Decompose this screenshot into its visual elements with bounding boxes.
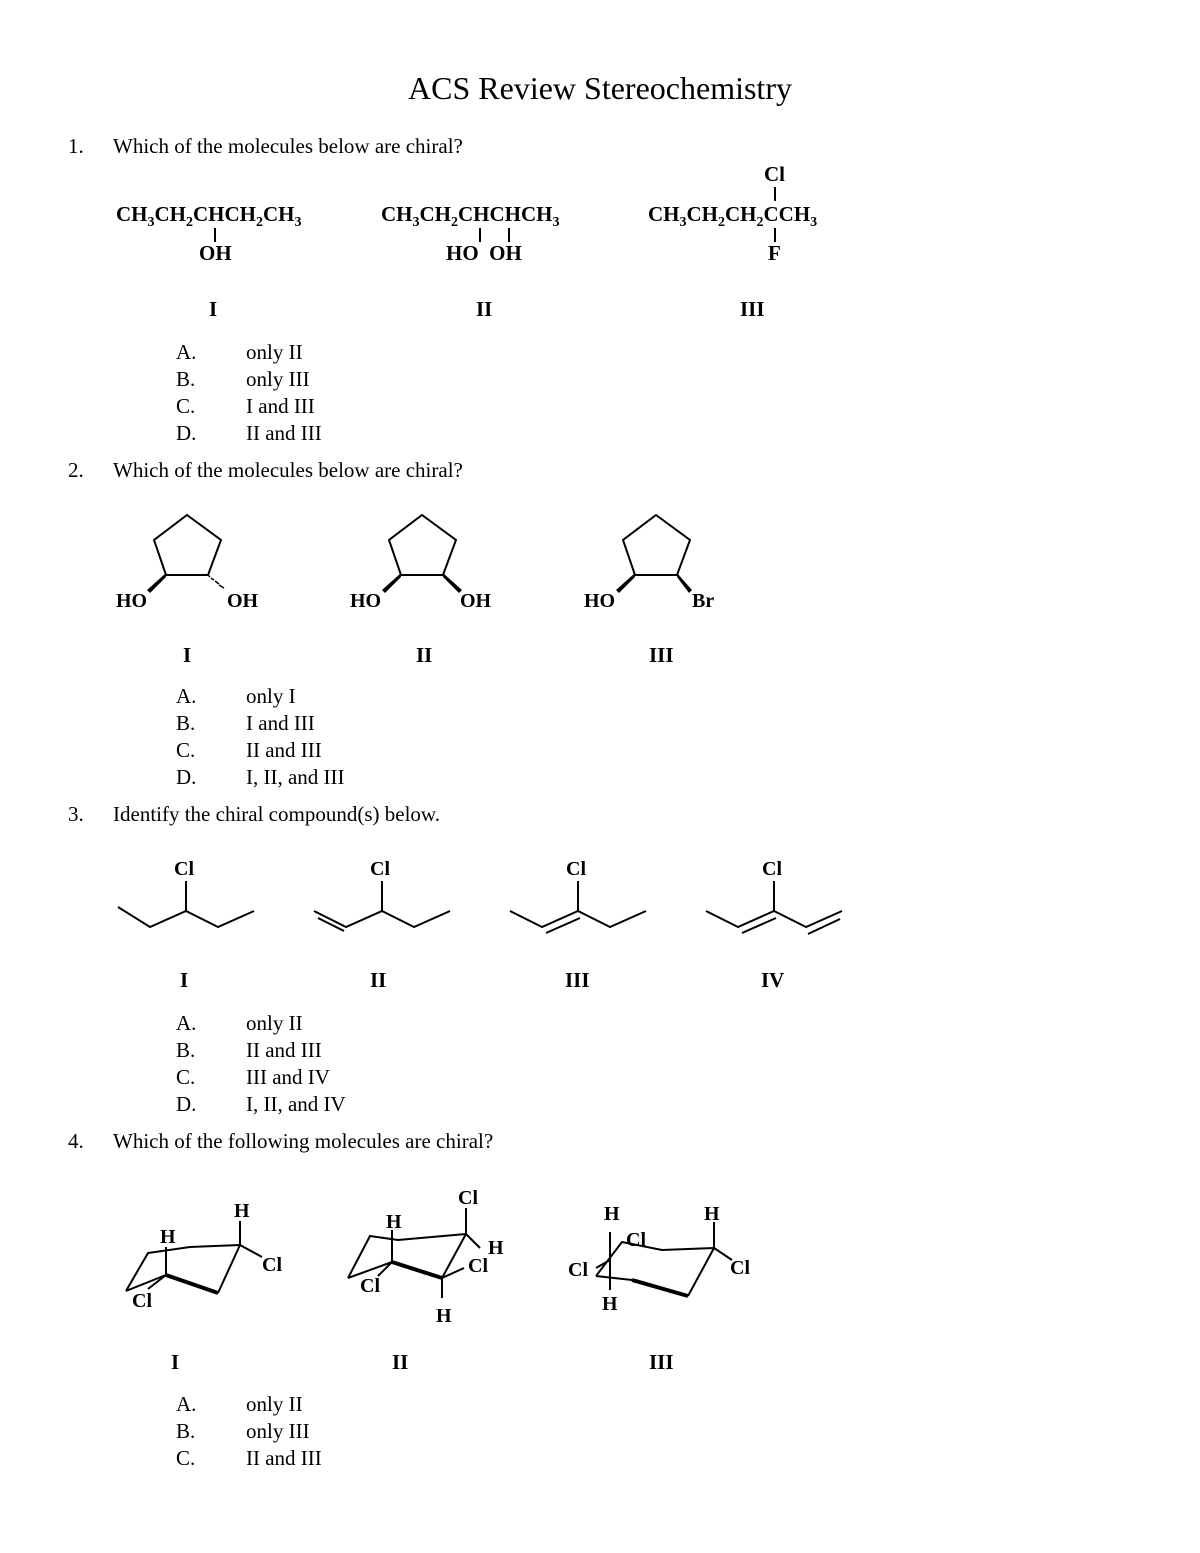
q1-structure-2-formula: $CH_3CH_2CHCHCH_3$ [381, 202, 560, 231]
q1-options [176, 339, 476, 449]
q2-structure-1-right-group: OH [227, 590, 259, 612]
q2-structure-3-left-group: HO [584, 590, 616, 612]
q2-structure-2-right-group: OH [460, 590, 492, 612]
q3-option-a[interactable]: A. only II [176, 1011, 303, 1035]
q4-structure-1-drawing [110, 1185, 310, 1315]
q4-structure-3-drawing [562, 1192, 782, 1322]
page-title: ACS Review Stereochemistry [408, 70, 792, 106]
q4-s2-cl-left: Cl [360, 1275, 380, 1297]
q4-structure-3-label: III [649, 1350, 674, 1374]
q4-s1-h1: H [160, 1226, 176, 1248]
q2-structure-1-label: I [183, 643, 192, 667]
q1-structure-3-bottom-substituent: F [768, 241, 781, 265]
q3-options [176, 1010, 476, 1120]
q1-option-b[interactable]: B. only III [176, 367, 310, 391]
q4-s2-h-right: H [488, 1237, 504, 1259]
q3-structure-4-drawing [698, 855, 858, 945]
q1-structure-3-formula: $CH_3CH_2CH_2CCH_3$ [648, 202, 818, 231]
q2-structure-2-label: II [416, 643, 433, 667]
q4-s3-h1: H [604, 1203, 620, 1225]
q4-option-c[interactable]: C. II and III [176, 1446, 322, 1470]
q2-structure-2-drawing [342, 505, 502, 615]
q4-structure-2-drawing [342, 1182, 542, 1332]
q2-option-d[interactable]: D. I, II, and III [176, 765, 345, 789]
q2-option-b[interactable]: B. I and III [176, 711, 315, 735]
q1-structure-1-bond [214, 228, 216, 242]
q1-structure-1-formula: $CH_3CH_2CHCH_2CH_3$ [116, 202, 302, 231]
q3-structure-1-drawing [110, 855, 270, 945]
q1-structure-1-substituent: OH [199, 241, 232, 265]
q2-option-a[interactable]: A. only I [176, 684, 296, 708]
q3-option-b[interactable]: B. II and III [176, 1038, 322, 1062]
q2-options [176, 683, 476, 793]
q2-structure-3-label: III [649, 643, 674, 667]
q3-structure-3-label: III [565, 968, 590, 992]
q3-structure-3-atom: Cl [566, 858, 586, 880]
q4-s1-cl2: Cl [132, 1290, 152, 1312]
q1-structure-3-label: III [740, 297, 765, 321]
q4-s3-h-bottom: H [602, 1293, 618, 1315]
q2-option-c[interactable]: C. II and III [176, 738, 322, 762]
q1-structure-3-bond-bottom [774, 228, 776, 242]
q3-structure-2-drawing [306, 855, 466, 945]
q1-structure-3-bond-top [774, 187, 776, 201]
question-3-number: 3. [68, 802, 84, 826]
q3-structure-1-label: I [180, 968, 189, 992]
q3-option-d[interactable]: D. I, II, and IV [176, 1092, 346, 1116]
q4-structure-1-label: I [171, 1350, 180, 1374]
q4-s3-h-right: H [704, 1203, 720, 1225]
q3-structure-1-atom: Cl [174, 858, 194, 880]
q1-structure-2-bond-1 [479, 228, 481, 242]
q1-option-a[interactable]: A. only II [176, 340, 303, 364]
q4-s2-cl-right: Cl [468, 1255, 488, 1277]
q1-structure-2-substituents: HO OH [446, 241, 522, 265]
q4-s2-h-bottom: H [436, 1305, 452, 1327]
q1-option-d[interactable]: D. II and III [176, 421, 322, 445]
question-4-text: Which of the following molecules are chiral? [113, 1129, 494, 1153]
q3-structure-4-label: IV [761, 968, 785, 992]
q4-s1-h2: H [234, 1200, 250, 1222]
question-2-text: Which of the molecules below are chiral? [113, 458, 463, 482]
q1-option-c[interactable]: C. I and III [176, 394, 315, 418]
q4-s2-cl-top: Cl [458, 1187, 478, 1209]
question-3-text: Identify the chiral compound(s) below. [113, 802, 440, 826]
q4-s3-cl-left: Cl [568, 1259, 588, 1281]
q4-s2-h1: H [386, 1211, 402, 1233]
q1-structure-1-label: I [209, 297, 218, 321]
question-1-text: Which of the molecules below are chiral? [113, 134, 463, 158]
q4-s3-cl-mid: Cl [626, 1229, 646, 1251]
q1-structure-2-bond-2 [508, 228, 510, 242]
q2-structure-3-right-group: Br [692, 590, 715, 612]
q3-option-c[interactable]: C. III and IV [176, 1065, 330, 1089]
q1-structure-2-label: II [476, 297, 493, 321]
q4-s3-cl-right: Cl [730, 1257, 750, 1279]
q4-option-a[interactable]: A. only II [176, 1392, 303, 1416]
question-1-number: 1. [68, 134, 84, 158]
q1-structure-3-top-substituent: Cl [764, 162, 785, 186]
question-2-number: 2. [68, 458, 84, 482]
q4-structure-2-label: II [392, 1350, 409, 1374]
q3-structure-3-drawing [502, 855, 662, 945]
q4-option-b[interactable]: B. only III [176, 1419, 310, 1443]
q3-structure-4-atom: Cl [762, 858, 782, 880]
q3-structure-2-label: II [370, 968, 387, 992]
q4-options [176, 1391, 476, 1475]
q4-s1-cl1: Cl [262, 1254, 282, 1276]
q2-structure-1-left-group: HO [116, 590, 148, 612]
q3-structure-2-atom: Cl [370, 858, 390, 880]
question-4-number: 4. [68, 1129, 84, 1153]
q2-structure-1-drawing [110, 505, 270, 615]
q2-structure-3-drawing [576, 505, 736, 615]
q2-structure-2-left-group: HO [350, 590, 382, 612]
